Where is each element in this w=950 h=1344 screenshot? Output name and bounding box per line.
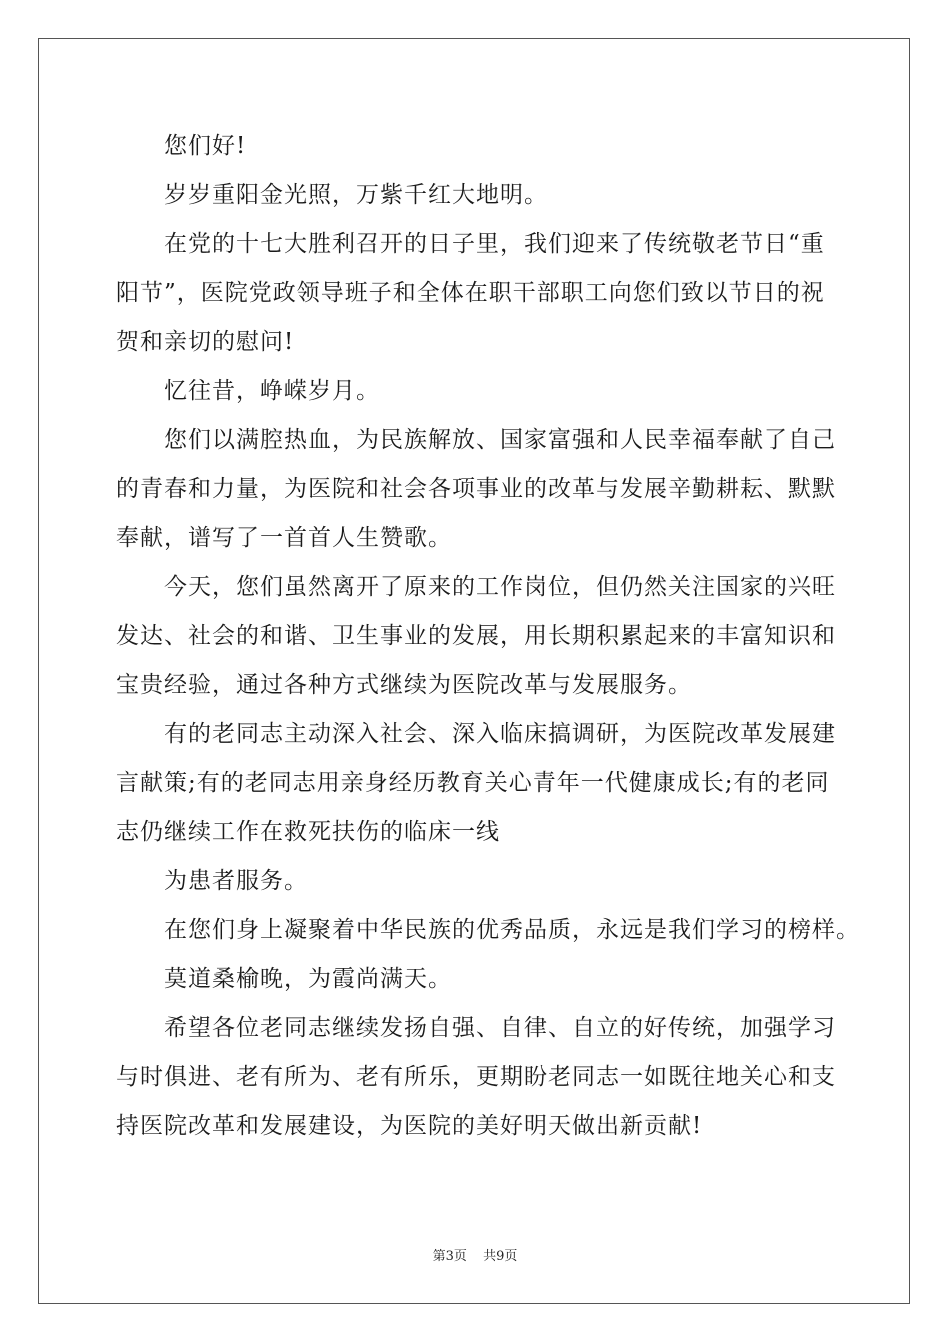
text-line: 岁岁重阳金光照，万紫千红大地明。 bbox=[164, 182, 548, 208]
text-line: 发达、社会的和谐、卫生事业的发展，用长期积累起来的丰富知识和 bbox=[116, 623, 836, 649]
text-line: 言献策;有的老同志用亲身经历教育关心青年一代健康成长;有的老同 bbox=[116, 770, 830, 796]
text-line: 的青春和力量，为医院和社会各项事业的改革与发展辛勤耕耘、默默 bbox=[116, 476, 836, 502]
text-line: 奉献，谱写了一首首人生赞歌。 bbox=[116, 525, 452, 551]
text-line: 志仍继续工作在救死扶伤的临床一线 bbox=[116, 819, 500, 845]
text-line: 今天，您们虽然离开了原来的工作岗位，但仍然关注国家的兴旺 bbox=[164, 574, 836, 600]
text-line: 您们好! bbox=[164, 133, 247, 159]
text-line: 在党的十七大胜利召开的日子里，我们迎来了传统敬老节日“重 bbox=[164, 231, 825, 257]
text-line: 希望各位老同志继续发扬自强、自律、自立的好传统，加强学习 bbox=[164, 1015, 836, 1041]
text-line: 贺和亲切的慰问! bbox=[116, 329, 295, 355]
page-footer bbox=[0, 1245, 950, 1264]
text-line: 有的老同志主动深入社会、深入临床搞调研，为医院改革发展建 bbox=[164, 721, 836, 747]
text-line: 为患者服务。 bbox=[164, 868, 308, 894]
document-body bbox=[116, 122, 860, 1151]
text-line: 您们以满腔热血，为民族解放、国家富强和人民幸福奉献了自己 bbox=[164, 427, 836, 453]
text-line: 在您们身上凝聚着中华民族的优秀品质，永远是我们学习的榜样。 bbox=[164, 917, 860, 943]
text-line: 莫道桑榆晚，为霞尚满天。 bbox=[164, 966, 452, 992]
text-line: 忆往昔，峥嵘岁月。 bbox=[164, 378, 380, 404]
text-line: 宝贵经验，通过各种方式继续为医院改革与发展服务。 bbox=[116, 672, 692, 698]
current-page-number: 第3页 bbox=[432, 1249, 467, 1264]
text-line: 阳节”，医院党政领导班子和全体在职干部职工向您们致以节日的祝 bbox=[116, 280, 825, 306]
total-page-count: 共9页 bbox=[483, 1249, 518, 1264]
text-line: 持医院改革和发展建设，为医院的美好明天做出新贡献! bbox=[116, 1113, 703, 1139]
text-line: 与时俱进、老有所为、老有所乐，更期盼老同志一如既往地关心和支 bbox=[116, 1064, 836, 1090]
